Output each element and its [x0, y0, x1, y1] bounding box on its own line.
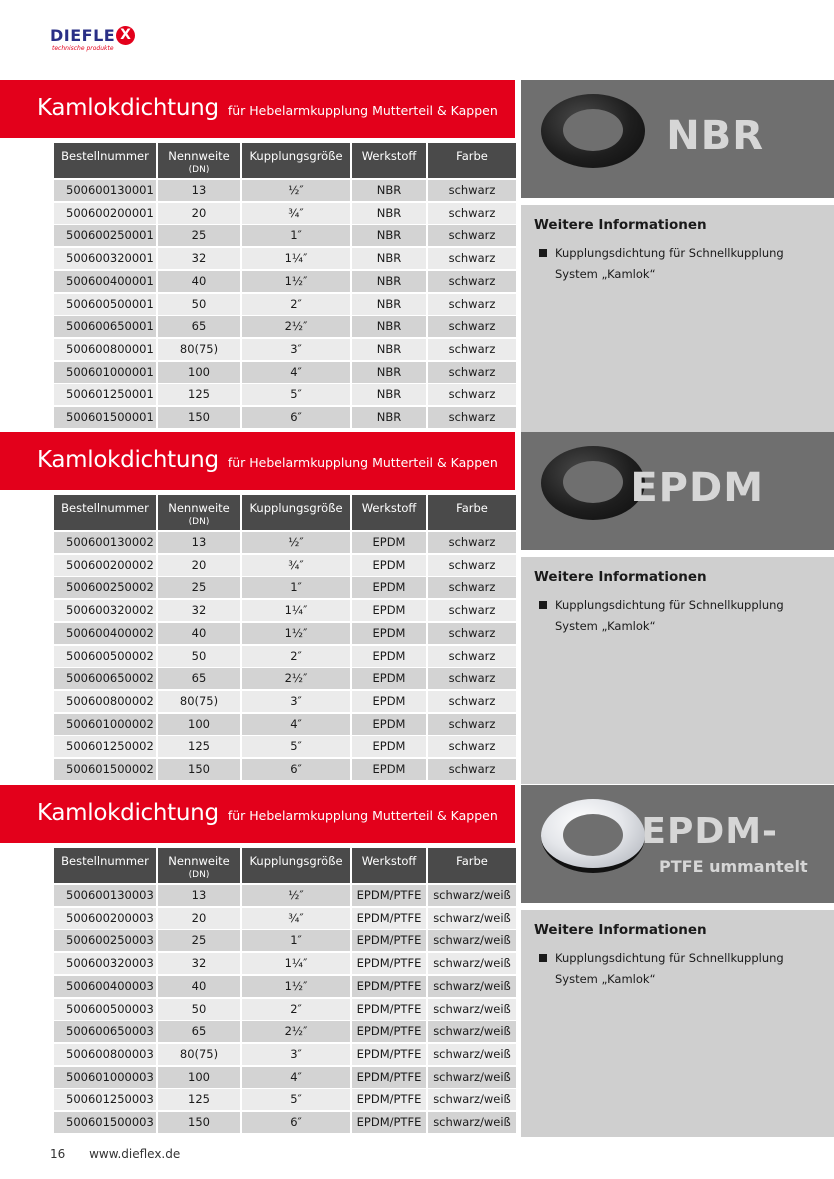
section-subtitle: für Hebelarmkupplung Mutterteil & Kappen: [227, 455, 498, 470]
header-farbe: [428, 143, 516, 178]
product-section: [0, 432, 834, 784]
table-cell: 500600650001: [54, 316, 156, 337]
table-cell: EPDM: [352, 600, 426, 621]
header-label: Nennweite: [168, 854, 230, 868]
footer-url[interactable]: www.dieflex.de: [89, 1147, 181, 1161]
table-cell: 500600400003: [54, 976, 156, 997]
table-row: [54, 691, 516, 712]
table-cell: 125: [158, 736, 240, 757]
table-cell: 4″: [242, 714, 350, 735]
table-cell: schwarz: [428, 225, 516, 246]
table-cell: 3″: [242, 339, 350, 360]
header-sub-label: (DN): [188, 870, 210, 880]
table-cell: EPDM/PTFE: [352, 1089, 426, 1110]
header-label: Farbe: [456, 854, 488, 868]
gasket-ring-illustration: [541, 94, 645, 168]
table-cell: EPDM/PTFE: [352, 953, 426, 974]
table-cell: 1¼″: [242, 248, 350, 269]
table-cell: 500601000002: [54, 714, 156, 735]
header-sub-label: (DN): [188, 165, 210, 175]
table-cell: EPDM/PTFE: [352, 1112, 426, 1133]
table-cell: 500600650002: [54, 668, 156, 689]
table-cell: 125: [158, 384, 240, 405]
table-cell: schwarz: [428, 577, 516, 598]
table-cell: 4″: [242, 362, 350, 383]
table-cell: ½″: [242, 180, 350, 201]
table-row: [54, 248, 516, 269]
table-cell: 25: [158, 225, 240, 246]
table-cell: 13: [158, 180, 240, 201]
table-cell: 500601250003: [54, 1089, 156, 1110]
table-cell: 500600400001: [54, 271, 156, 292]
logo-tagline: technische produkte: [52, 45, 114, 52]
table-cell: 5″: [242, 736, 350, 757]
table-cell: EPDM: [352, 759, 426, 780]
header-werkstoff: [352, 143, 426, 178]
info-text: Kupplungsdichtung für Schnellkupplung System „Kamlok“: [555, 951, 784, 986]
table-row: [54, 668, 516, 689]
table-cell: 500600320001: [54, 248, 156, 269]
table-cell: 65: [158, 316, 240, 337]
material-label: NBR: [666, 113, 764, 159]
table-cell: ½″: [242, 885, 350, 906]
table-cell: 1½″: [242, 623, 350, 644]
table-cell: 6″: [242, 1112, 350, 1133]
table-cell: schwarz: [428, 714, 516, 735]
table-cell: EPDM: [352, 577, 426, 598]
table-cell: 6″: [242, 407, 350, 428]
table-cell: EPDM: [352, 532, 426, 553]
table-cell: 1½″: [242, 271, 350, 292]
product-section: [0, 80, 834, 432]
table-row: [54, 885, 516, 906]
table-row: [54, 1044, 516, 1065]
table-cell: 100: [158, 714, 240, 735]
table-cell: NBR: [352, 362, 426, 383]
page-footer: [50, 1147, 180, 1161]
table-cell: 2″: [242, 646, 350, 667]
table-cell: ½″: [242, 532, 350, 553]
table-row: [54, 646, 516, 667]
table-row: [54, 1112, 516, 1133]
table-cell: 3″: [242, 1044, 350, 1065]
table-cell: 500600320002: [54, 600, 156, 621]
table-cell: schwarz: [428, 294, 516, 315]
table-row: [54, 976, 516, 997]
table-cell: 2½″: [242, 1021, 350, 1042]
header-label: Werkstoff: [361, 854, 417, 868]
table-cell: schwarz/weiß: [428, 1021, 516, 1042]
dieflex-logo: [50, 26, 140, 54]
table-row: [54, 1067, 516, 1088]
table-row: [54, 908, 516, 929]
table-cell: 5″: [242, 1089, 350, 1110]
table-row: [54, 225, 516, 246]
table-cell: 500600650003: [54, 1021, 156, 1042]
table-cell: 500601250001: [54, 384, 156, 405]
table-cell: 100: [158, 362, 240, 383]
table-cell: schwarz/weiß: [428, 1089, 516, 1110]
table-cell: schwarz: [428, 736, 516, 757]
table-cell: 2½″: [242, 668, 350, 689]
table-row: [54, 271, 516, 292]
table-cell: NBR: [352, 271, 426, 292]
table-cell: 500601500002: [54, 759, 156, 780]
table-cell: schwarz/weiß: [428, 1067, 516, 1088]
table-cell: EPDM/PTFE: [352, 1021, 426, 1042]
table-cell: schwarz: [428, 316, 516, 337]
section-subtitle: für Hebelarmkupplung Mutterteil & Kappen: [227, 103, 498, 118]
header-nennweite: [158, 848, 240, 883]
table-cell: 65: [158, 668, 240, 689]
header-label: Kupplungsgröße: [249, 501, 343, 515]
table-cell: 500600200001: [54, 203, 156, 224]
table-cell: schwarz/weiß: [428, 976, 516, 997]
table-cell: 4″: [242, 1067, 350, 1088]
table-cell: schwarz/weiß: [428, 1112, 516, 1133]
table-cell: 500601500001: [54, 407, 156, 428]
header-nennweite: [158, 143, 240, 178]
table-cell: 80(75): [158, 339, 240, 360]
table-cell: EPDM: [352, 691, 426, 712]
product-image: [521, 80, 834, 198]
table-cell: 2″: [242, 999, 350, 1020]
product-image: [521, 785, 834, 903]
table-row: [54, 407, 516, 428]
table-row: [54, 1021, 516, 1042]
header-kupplungsgroesse: [242, 848, 350, 883]
table-cell: schwarz: [428, 180, 516, 201]
table-cell: 500601000003: [54, 1067, 156, 1088]
info-bullet: [555, 595, 815, 637]
table-cell: 500601250002: [54, 736, 156, 757]
table-cell: EPDM: [352, 623, 426, 644]
table-row: [54, 180, 516, 201]
table-cell: 3″: [242, 691, 350, 712]
table-row: [54, 1089, 516, 1110]
table-cell: EPDM/PTFE: [352, 908, 426, 929]
table-cell: EPDM/PTFE: [352, 885, 426, 906]
table-cell: 6″: [242, 759, 350, 780]
section-banner: [0, 785, 515, 843]
table-cell: 500600250002: [54, 577, 156, 598]
table-cell: EPDM/PTFE: [352, 1044, 426, 1065]
table-row: [54, 999, 516, 1020]
table-cell: schwarz: [428, 203, 516, 224]
material-label: EPDM: [630, 465, 764, 511]
table-cell: 500600320003: [54, 953, 156, 974]
table-row: [54, 623, 516, 644]
table-cell: schwarz/weiß: [428, 885, 516, 906]
table-cell: 500600400002: [54, 623, 156, 644]
table-cell: EPDM/PTFE: [352, 999, 426, 1020]
header-werkstoff: [352, 495, 426, 530]
header-kupplungsgroesse: [242, 495, 350, 530]
table-cell: 1″: [242, 577, 350, 598]
table-cell: NBR: [352, 294, 426, 315]
table-row: [54, 714, 516, 735]
table-cell: 1¼″: [242, 953, 350, 974]
table-cell: 32: [158, 953, 240, 974]
header-label: Nennweite: [168, 501, 230, 515]
info-bullet: [555, 243, 815, 285]
table-cell: NBR: [352, 384, 426, 405]
table-cell: NBR: [352, 203, 426, 224]
table-cell: 1¼″: [242, 600, 350, 621]
header-bestellnummer: [54, 143, 156, 178]
table-cell: 50: [158, 294, 240, 315]
gasket-ring-illustration: [541, 799, 645, 873]
header-label: Nennweite: [168, 149, 230, 163]
table-cell: schwarz: [428, 668, 516, 689]
table-cell: 40: [158, 976, 240, 997]
table-cell: 2″: [242, 294, 350, 315]
header-nennweite: [158, 495, 240, 530]
table-cell: schwarz/weiß: [428, 930, 516, 951]
table-cell: 32: [158, 248, 240, 269]
table-cell: NBR: [352, 407, 426, 428]
table-cell: 125: [158, 1089, 240, 1110]
table-cell: 500600500001: [54, 294, 156, 315]
table-row: [54, 555, 516, 576]
table-cell: NBR: [352, 316, 426, 337]
header-label: Werkstoff: [361, 149, 417, 163]
header-farbe: [428, 848, 516, 883]
table-cell: 500600250003: [54, 930, 156, 951]
section-subtitle: für Hebelarmkupplung Mutterteil & Kappen: [227, 808, 498, 823]
header-label: Bestellnummer: [61, 501, 149, 515]
table-cell: 500600500003: [54, 999, 156, 1020]
table-cell: 13: [158, 885, 240, 906]
table-cell: schwarz/weiß: [428, 1044, 516, 1065]
table-cell: schwarz: [428, 248, 516, 269]
header-sub-label: (DN): [188, 517, 210, 527]
table-row: [54, 384, 516, 405]
table-cell: schwarz: [428, 600, 516, 621]
header-label: Bestellnummer: [61, 854, 149, 868]
table-cell: 500600500002: [54, 646, 156, 667]
table-row: [54, 316, 516, 337]
table-cell: EPDM: [352, 668, 426, 689]
table-cell: 32: [158, 600, 240, 621]
table-cell: schwarz: [428, 532, 516, 553]
table-cell: 2½″: [242, 316, 350, 337]
table-cell: 5″: [242, 384, 350, 405]
table-cell: 20: [158, 203, 240, 224]
product-image: [521, 432, 834, 550]
table-cell: EPDM: [352, 646, 426, 667]
header-label: Farbe: [456, 501, 488, 515]
table-cell: 500600250001: [54, 225, 156, 246]
table-cell: 500600130001: [54, 180, 156, 201]
table-row: [54, 600, 516, 621]
header-bestellnummer: [54, 495, 156, 530]
table-cell: schwarz/weiß: [428, 908, 516, 929]
table-row: [54, 339, 516, 360]
table-cell: 1½″: [242, 976, 350, 997]
section-title: Kamlokdichtung: [37, 95, 219, 121]
table-cell: schwarz: [428, 555, 516, 576]
bullet-square-icon: [539, 249, 547, 257]
info-title: Weitere Informationen: [534, 217, 707, 233]
section-banner: [0, 80, 515, 138]
table-cell: 500600200002: [54, 555, 156, 576]
bullet-square-icon: [539, 954, 547, 962]
table-cell: schwarz: [428, 407, 516, 428]
table-cell: 50: [158, 999, 240, 1020]
table-cell: 150: [158, 407, 240, 428]
logo-word: DIEFLE: [50, 26, 116, 45]
table-cell: 500600130002: [54, 532, 156, 553]
table-row: [54, 532, 516, 553]
table-cell: 500601000001: [54, 362, 156, 383]
header-kupplungsgroesse: [242, 143, 350, 178]
table-cell: 40: [158, 271, 240, 292]
table-cell: 80(75): [158, 1044, 240, 1065]
table-cell: schwarz: [428, 759, 516, 780]
table-cell: schwarz: [428, 623, 516, 644]
table-cell: EPDM: [352, 736, 426, 757]
info-text: Kupplungsdichtung für Schnellkupplung System „Kamlok“: [555, 246, 784, 281]
table-cell: 500600200003: [54, 908, 156, 929]
table-cell: 20: [158, 555, 240, 576]
table-cell: 500600800002: [54, 691, 156, 712]
table-row: [54, 930, 516, 951]
table-cell: NBR: [352, 225, 426, 246]
table-cell: 65: [158, 1021, 240, 1042]
page-number: 16: [50, 1147, 66, 1161]
section-title: Kamlokdichtung: [37, 447, 219, 473]
table-row: [54, 203, 516, 224]
table-cell: 25: [158, 577, 240, 598]
material-label: EPDM-: [641, 811, 778, 852]
table-cell: schwarz: [428, 691, 516, 712]
info-text: Kupplungsdichtung für Schnellkupplung System „Kamlok“: [555, 598, 784, 633]
table-cell: 25: [158, 930, 240, 951]
header-werkstoff: [352, 848, 426, 883]
table-cell: 20: [158, 908, 240, 929]
table-cell: 100: [158, 1067, 240, 1088]
table-cell: 80(75): [158, 691, 240, 712]
section-title: Kamlokdichtung: [37, 800, 219, 826]
product-section: [0, 785, 834, 1137]
table-cell: ¾″: [242, 908, 350, 929]
header-label: Farbe: [456, 149, 488, 163]
header-bestellnummer: [54, 848, 156, 883]
table-cell: 150: [158, 759, 240, 780]
header-label: Kupplungsgröße: [249, 854, 343, 868]
table-row: [54, 736, 516, 757]
info-bullet: [555, 948, 815, 990]
table-cell: ¾″: [242, 555, 350, 576]
table-cell: EPDM/PTFE: [352, 976, 426, 997]
table-cell: NBR: [352, 180, 426, 201]
table-cell: schwarz: [428, 271, 516, 292]
table-row: [54, 362, 516, 383]
table-row: [54, 577, 516, 598]
table-cell: schwarz: [428, 646, 516, 667]
header-label: Bestellnummer: [61, 149, 149, 163]
table-cell: 13: [158, 532, 240, 553]
table-cell: ¾″: [242, 203, 350, 224]
table-cell: 50: [158, 646, 240, 667]
table-cell: NBR: [352, 248, 426, 269]
header-label: Werkstoff: [361, 501, 417, 515]
info-panel: [521, 557, 834, 784]
table-cell: 1″: [242, 225, 350, 246]
section-banner: [0, 432, 515, 490]
info-title: Weitere Informationen: [534, 922, 707, 938]
table-cell: schwarz: [428, 384, 516, 405]
info-panel: [521, 910, 834, 1137]
table-cell: EPDM: [352, 555, 426, 576]
table-cell: schwarz: [428, 362, 516, 383]
logo-x-mark: X: [116, 26, 135, 45]
bullet-square-icon: [539, 601, 547, 609]
table-cell: 40: [158, 623, 240, 644]
table-cell: schwarz/weiß: [428, 953, 516, 974]
table-cell: 500600800003: [54, 1044, 156, 1065]
table-cell: NBR: [352, 339, 426, 360]
table-cell: 150: [158, 1112, 240, 1133]
material-sublabel: PTFE ummantelt: [659, 857, 808, 876]
table-cell: 500600800001: [54, 339, 156, 360]
table-cell: EPDM: [352, 714, 426, 735]
table-cell: schwarz: [428, 339, 516, 360]
header-label: Kupplungsgröße: [249, 149, 343, 163]
table-cell: EPDM/PTFE: [352, 1067, 426, 1088]
table-cell: 500600130003: [54, 885, 156, 906]
table-row: [54, 953, 516, 974]
info-panel: [521, 205, 834, 432]
table-row: [54, 294, 516, 315]
header-farbe: [428, 495, 516, 530]
info-title: Weitere Informationen: [534, 569, 707, 585]
table-cell: 1″: [242, 930, 350, 951]
table-cell: 500601500003: [54, 1112, 156, 1133]
table-cell: EPDM/PTFE: [352, 930, 426, 951]
table-cell: schwarz/weiß: [428, 999, 516, 1020]
table-row: [54, 759, 516, 780]
